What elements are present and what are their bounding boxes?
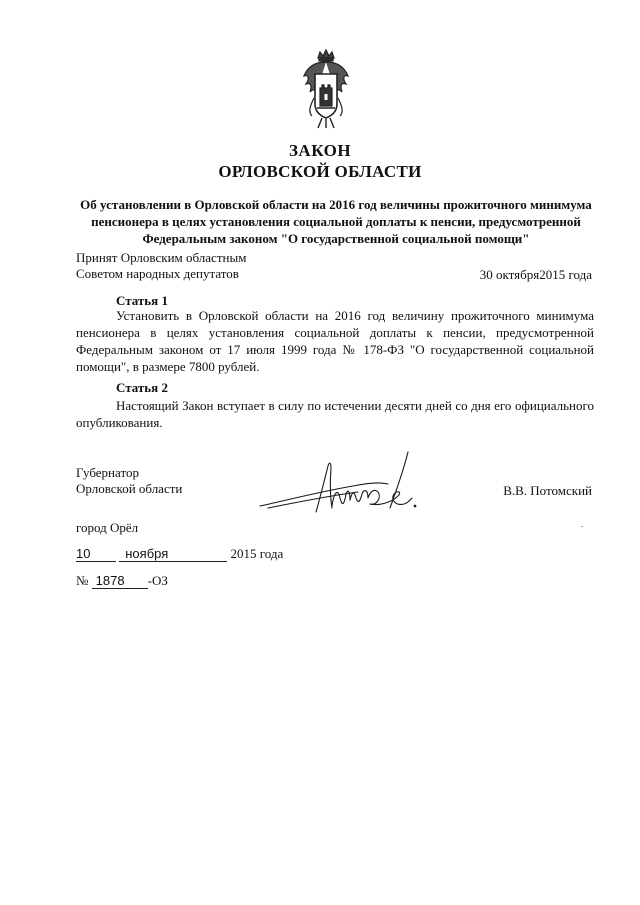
law-number-line — [76, 573, 168, 589]
signing-day: 10 — [76, 546, 116, 562]
signatory-name: В.В. Потомский — [503, 483, 592, 498]
article-1-title: Статья 1 — [116, 293, 168, 308]
article-2-title: Статья 2 — [116, 380, 168, 395]
handwritten-signature — [258, 448, 424, 522]
law-number: 1878 — [92, 573, 148, 589]
document-type-heading: ЗАКОН — [288, 141, 352, 160]
number-suffix: -ОЗ — [147, 573, 168, 588]
signatory-position-line-2: Орловской области — [76, 481, 183, 496]
city-label: город Орёл — [76, 520, 139, 535]
scan-speck — [581, 526, 583, 527]
signatory-position-line-1: Губернатор — [76, 465, 139, 480]
number-prefix: № — [76, 573, 89, 588]
signing-year: 2015 года — [230, 546, 284, 561]
coat-of-arms-emblem — [298, 48, 354, 130]
adoption-date: 30 октября2015 года — [479, 267, 592, 282]
signing-date-line — [76, 546, 283, 562]
region-heading: ОРЛОВСКОЙ ОБЛАСТИ — [218, 162, 422, 181]
adoption-line-1: Принят Орловским областным — [76, 250, 247, 265]
signing-month: ноября — [119, 546, 209, 562]
article-1-text: Установить в Орловской области на 2016 год величину прожиточного минимума пенсионера в целях установления социальной доплаты к пенсии, предусмотренной Федеральным законом от 17 июля 1999 года № 178-ФЗ "О государственной социальной помощи", в размере 7800 рублей. — [76, 308, 594, 374]
article-2-text: Настоящий Закон вступает в силу по истечении десяти дней со дня его официального опубликования. — [76, 398, 594, 430]
law-title: Об установлении в Орловской области на 2016 год величины прожиточного минимума пенсионера в целях установления социальной доплаты к пенсии, предусмотренной Федеральным законом "О государственной социальной помощи" — [80, 197, 592, 246]
adoption-line-2: Советом народных депутатов — [76, 266, 239, 281]
